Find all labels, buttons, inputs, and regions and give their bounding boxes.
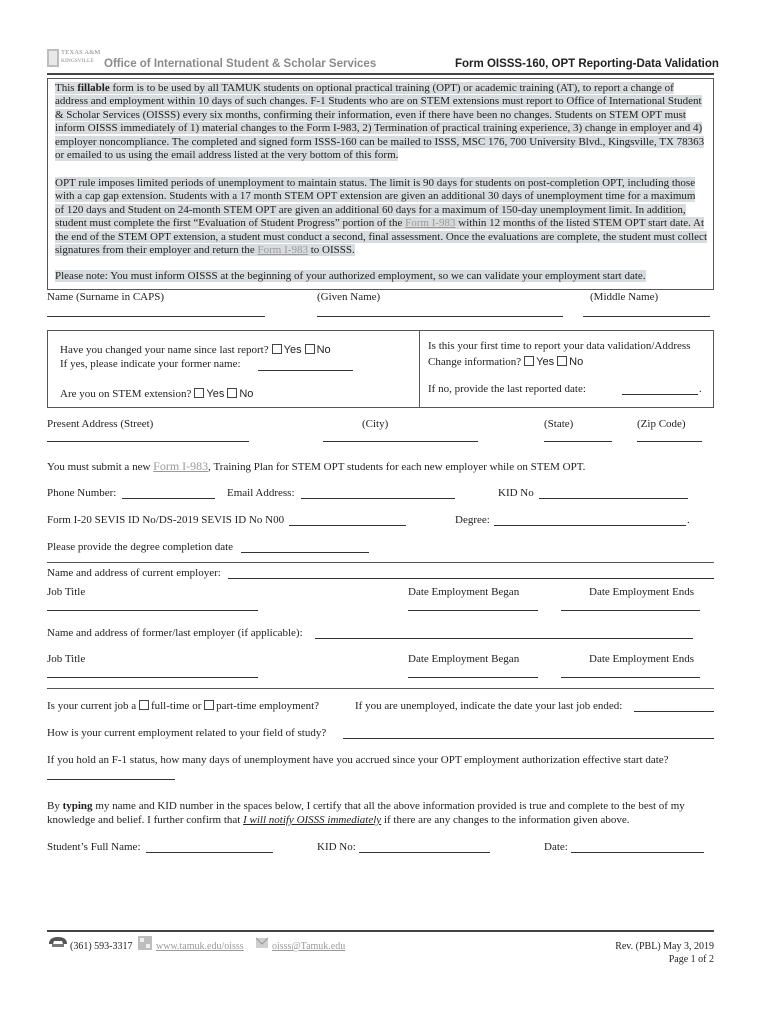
- middle-name-label: (Middle Name): [590, 291, 659, 303]
- office-name: Office of International Student & Scholar Services: [104, 58, 377, 70]
- city-field[interactable]: [323, 441, 478, 442]
- completion-date-label: Please provide the degree completion date: [47, 541, 234, 553]
- former-job-title-label: Job Title: [47, 653, 86, 665]
- date-field[interactable]: [571, 852, 704, 853]
- completion-date-field[interactable]: [241, 552, 369, 553]
- name-changed-yes-checkbox[interactable]: [272, 344, 282, 354]
- city-label: (City): [362, 418, 389, 430]
- current-job-title-label: Job Title: [47, 586, 86, 598]
- current-employer-label: Name and address of current employer:: [47, 567, 221, 579]
- cert-kid-label: KID No:: [317, 841, 356, 853]
- degree-label: Degree:: [455, 514, 490, 526]
- last-reported-date-field[interactable]: [622, 394, 698, 395]
- phone-label: Phone Number:: [47, 487, 117, 499]
- middle-name-field[interactable]: [583, 316, 710, 317]
- phone-icon: [47, 934, 69, 951]
- degree-field[interactable]: [494, 525, 686, 526]
- email-icon: [255, 936, 269, 953]
- period-mark-2: .: [687, 514, 690, 526]
- logo-text-top: TEXAS A&M: [61, 49, 101, 56]
- current-began-label: Date Employment Began: [408, 586, 520, 598]
- footer-phone: (361) 593-3317: [70, 941, 133, 952]
- related-field-label: How is your current employment related to your field of study?: [47, 727, 327, 739]
- cert-kid-field[interactable]: [359, 852, 490, 853]
- intro-paragraph-2: OPT rule imposes limited periods of unemployment to maintain status. The limit is 90 days for students on post-completion OPT, including those with a cap gap extension. Students with a 17 month STEM OPT extension are given an additional 30 days of unemployment time for a maximum of 120 days and Student on 24-month STEM OPT are given an additional 60 days for a maximum of 150-day unemployment limit. In addition, student must complete the first “Evaluation of Student Progress” portion of the Form I-983 within 12 months of the listed STEM OPT start date. At the end of the STEM OPT extension, a student must conduct a second, final assessment. Once the evaluations are complete, the student must collect signatures from their employer and return the Form I-983 to OISSS.: [55, 177, 707, 257]
- unemployment-days-label: If you hold an F-1 status, how many days of unemployment have you accrued since your OPT employment authorization effective start date?: [47, 754, 669, 766]
- first-time-question-2: Change information? Yes No: [428, 356, 584, 368]
- last-reported-date-label: If no, provide the last reported date:: [428, 383, 586, 395]
- surname-label: Name (Surname in CAPS): [47, 291, 165, 303]
- header-logo: [47, 47, 99, 69]
- state-field[interactable]: [544, 441, 612, 442]
- given-name-label: (Given Name): [317, 291, 381, 303]
- form-i983-link[interactable]: Form I-983: [405, 217, 456, 230]
- related-field-input[interactable]: [343, 738, 714, 739]
- section-divider-1: [47, 562, 714, 563]
- email-label: Email Address:: [227, 487, 295, 499]
- current-ends-field[interactable]: [561, 610, 700, 611]
- current-job-type-question: Is your current job a full-time or part-time employment?: [47, 700, 320, 712]
- email-field[interactable]: [301, 498, 455, 499]
- phone-field[interactable]: [122, 498, 215, 499]
- web-icon: [138, 936, 152, 953]
- zip-label: (Zip Code): [637, 418, 686, 430]
- footer-email-link[interactable]: oisss@Tamuk.edu: [272, 941, 346, 952]
- full-name-label: Student’s Full Name:: [47, 841, 141, 853]
- former-ends-field[interactable]: [561, 677, 700, 678]
- form-i983-link-2[interactable]: Form I-983: [257, 244, 308, 257]
- i983-notice-link[interactable]: Form I-983: [153, 459, 209, 473]
- logo-text-bottom: KINGSVILLE: [61, 58, 94, 64]
- footer-revision: Rev. (PBL) May 3, 2019: [615, 941, 714, 952]
- part-time-checkbox[interactable]: [204, 700, 214, 710]
- current-ends-label: Date Employment Ends: [589, 586, 695, 598]
- stem-question: Are you on STEM extension? Yes No: [60, 388, 254, 400]
- zip-field[interactable]: [637, 441, 702, 442]
- header-divider: [47, 73, 714, 75]
- i983-notice: You must submit a new Form I-983, Training Plan for STEM OPT students for each new employer while on STEM OPT.: [47, 459, 586, 473]
- stem-no-checkbox[interactable]: [227, 388, 237, 398]
- name-changed-no-checkbox[interactable]: [305, 344, 315, 354]
- footer-page-number: Page 1 of 2: [668, 954, 714, 965]
- former-began-field[interactable]: [408, 677, 538, 678]
- date-label: Date:: [544, 841, 568, 853]
- full-time-checkbox[interactable]: [139, 700, 149, 710]
- first-time-yes-checkbox[interactable]: [524, 356, 534, 366]
- street-label: Present Address (Street): [47, 418, 154, 430]
- sevis-label: Form I-20 SEVIS ID No/DS-2019 SEVIS ID No N00: [47, 514, 285, 526]
- intro-paragraph-1: This fillable form is to be used by all TAMUK students on optional practical training (OPT) or academic training (AT), to report a change of address and employment within 10 days of such changes. F-1 Students who are on STEM extensions must report to Office of International Student & Scholar Services (OISSS) every six months, confirming their information, even if there have been no changes. Students on STEM OPT must inform OISSS immediately of 1) material changes to the Form I-983, 2) Termination of practical training experience, 3) change in employer and 4) employer noncompliance. The completed and signed form ISSS-160 can be mailed to ISSS, MSC 176, 700 University Blvd., Kingsville, TX 78363 or emailed to us using the email address listed at the very bottom of this form.: [55, 82, 705, 162]
- former-name-label: If yes, please indicate your former name:: [60, 358, 241, 370]
- former-employer-label: Name and address of former/last employer (if applicable):: [47, 627, 303, 639]
- former-employer-field[interactable]: [315, 638, 693, 639]
- footer-divider: [47, 930, 714, 932]
- first-time-question-1: Is this your first time to report your data validation/Address: [428, 340, 691, 352]
- given-name-field[interactable]: [317, 316, 563, 317]
- current-job-title-field[interactable]: [47, 610, 258, 611]
- unemployment-days-field[interactable]: [47, 779, 175, 780]
- former-ends-label: Date Employment Ends: [589, 653, 695, 665]
- kid-field[interactable]: [539, 498, 688, 499]
- current-began-field[interactable]: [408, 610, 538, 611]
- former-job-title-field[interactable]: [47, 677, 258, 678]
- period-mark: .: [699, 383, 702, 395]
- sevis-field[interactable]: [289, 525, 406, 526]
- first-time-no-checkbox[interactable]: [557, 356, 567, 366]
- certification-text: By typing my name and KID number in the spaces below, I certify that all the above information provided is true and complete to the best of my knowledge and belief. I further confirm that I will notify OISSS immediately if there are any changes to the information given above.: [47, 800, 685, 826]
- street-field[interactable]: [47, 441, 249, 442]
- former-began-label: Date Employment Began: [408, 653, 520, 665]
- stem-yes-checkbox[interactable]: [194, 388, 204, 398]
- name-changed-question: Have you changed your name since last report? Yes No: [60, 344, 331, 356]
- former-name-field[interactable]: [258, 370, 353, 371]
- kid-label: KID No: [498, 487, 534, 499]
- changes-box-divider: [419, 331, 420, 407]
- state-label: (State): [544, 418, 574, 430]
- section-divider-2: [47, 688, 714, 689]
- surname-field[interactable]: [47, 316, 265, 317]
- current-employer-field[interactable]: [228, 578, 714, 579]
- footer-website-link[interactable]: www.tamuk.edu/oisss: [156, 941, 244, 952]
- full-name-field[interactable]: [146, 852, 273, 853]
- intro-paragraph-3: Please note: You must inform OISSS at the beginning of your authorized employment, so we can validate your employment start date.: [55, 270, 646, 282]
- unemployed-date-label: If you are unemployed, indicate the date your last job ended:: [355, 700, 623, 712]
- unemployed-date-field[interactable]: [634, 711, 714, 712]
- form-title: Form OISSS-160, OPT Reporting-Data Validation: [455, 58, 719, 70]
